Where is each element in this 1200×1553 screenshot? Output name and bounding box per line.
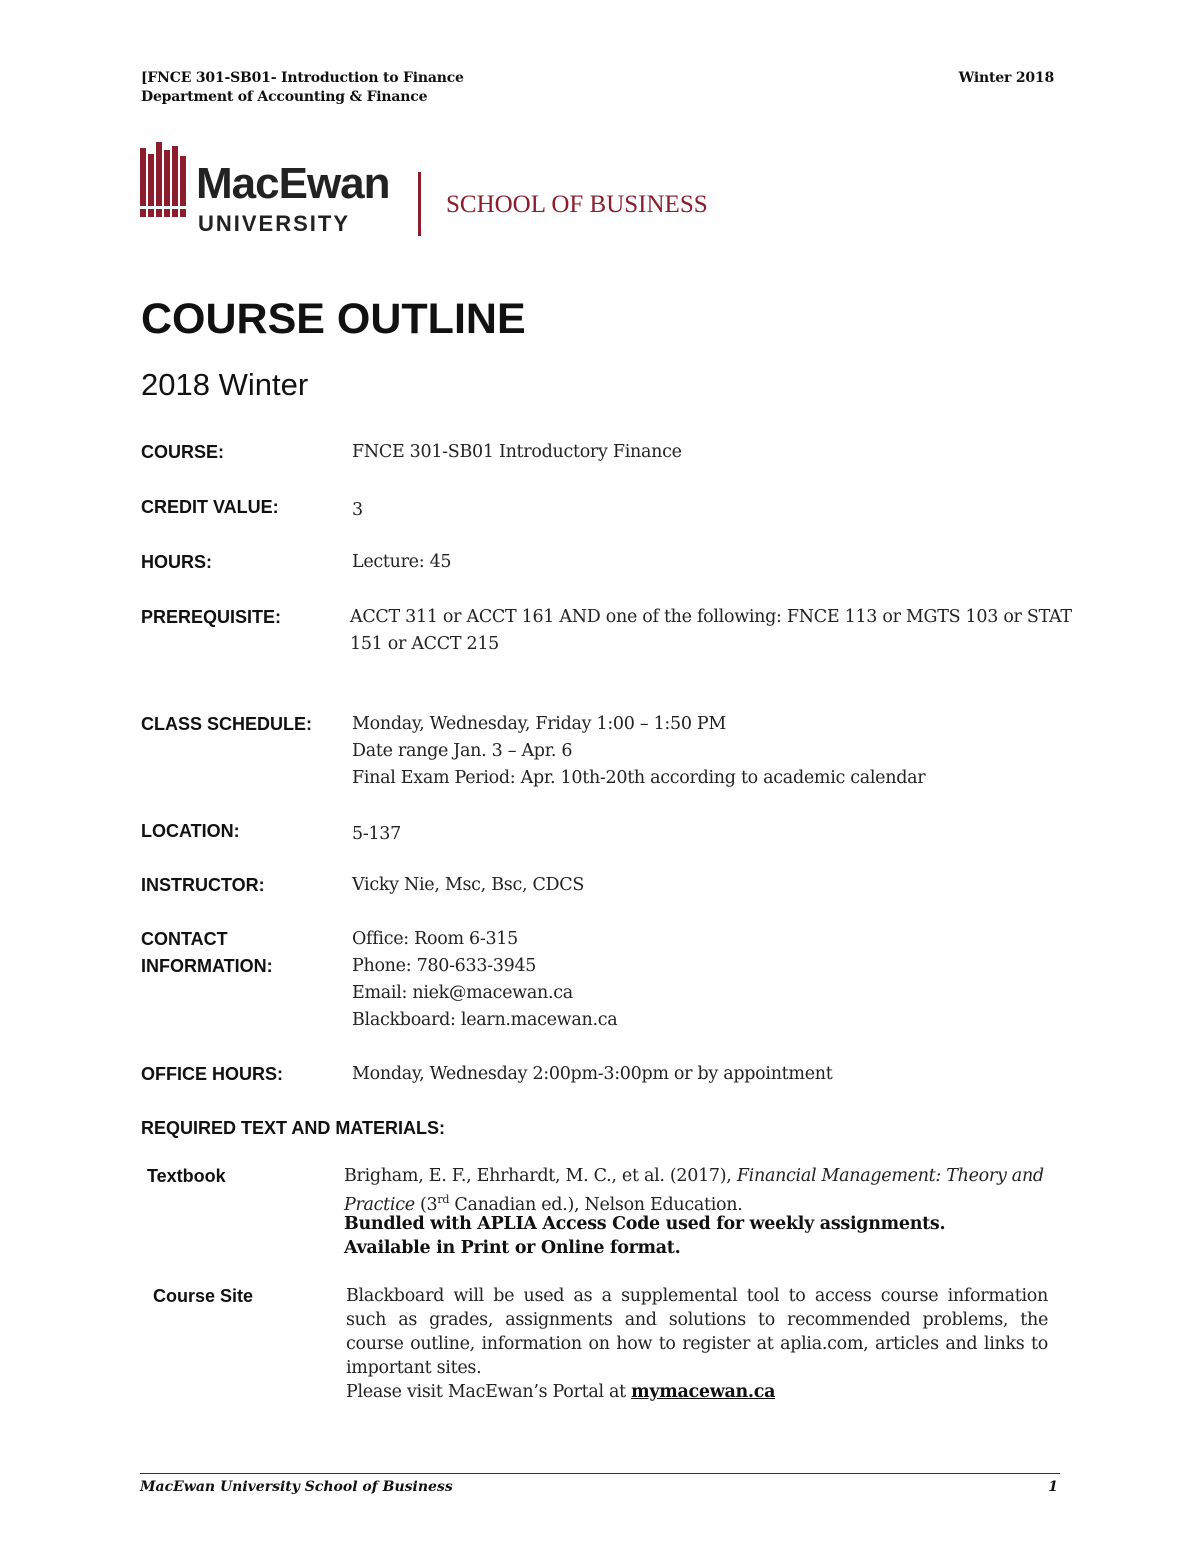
schedule-line-1: Monday, Wednesday, Friday 1:00 – 1:50 PM [352,714,727,734]
office-hours-value: Monday, Wednesday 2:00pm-3:00pm or by appointment [352,1064,833,1084]
textbook-edition-post: Canadian ed.), Nelson Education. [449,1194,743,1215]
prerequisite-label: PREREQUISITE: [141,607,282,627]
credit-value: 3 [352,500,363,520]
logo-divider [418,172,421,236]
term-heading: 2018 Winter [141,367,309,402]
portal-link[interactable]: mymacewan.ca [631,1382,776,1402]
course-site-label: Course Site [153,1286,254,1306]
textbook-authors: Brigham, E. F., Ehrhardt, M. C., et al. (2017), [344,1166,737,1186]
schedule-line-3: Final Exam Period: Apr. 10th-20th according to academic calendar [352,768,926,788]
prerequisite-line-1: ACCT 311 or ACCT 161 AND one of the following: FNCE 113 or MGTS 103 or STAT [350,607,1072,627]
course-label: COURSE: [141,442,225,462]
logo-bars-icon [140,142,188,220]
header-department: Department of Accounting & Finance [141,89,428,105]
hours-value: Lecture: 45 [352,552,452,572]
contact-email[interactable]: Email: niek@macewan.ca [352,983,573,1003]
footer-rule [140,1473,1060,1474]
office-hours-label: OFFICE HOURS: [141,1064,283,1084]
header-term: Winter 2018 [958,70,1054,86]
course-site-visit [346,1380,775,1404]
logo-name: MacEwan [196,159,390,208]
page-title: COURSE OUTLINE [141,295,526,343]
schedule-line-2: Date range Jan. 3 – Apr. 6 [352,741,573,761]
textbook-edition-pre: (3 [414,1194,438,1215]
schedule-label: CLASS SCHEDULE: [141,714,313,734]
textbook-title: Financial Management: Theory and Practice [344,1166,1044,1215]
textbook-citation [344,1164,1049,1217]
location-value: 5-137 [352,824,401,844]
textbook-bundle-line-2: Available in Print or Online format. [344,1238,681,1258]
textbook-edition-sup: rd [437,1193,450,1206]
course-site-visit-text: Please visit MacEwan’s Portal at [346,1382,632,1402]
header-course-line: [FNCE 301-SB01- Introduction to Finance [141,70,464,86]
logo-school: SCHOOL OF BUSINESS [446,191,708,218]
instructor-value: Vicky Nie, Msc, Bsc, CDCS [352,875,585,895]
contact-label-2: INFORMATION: [141,956,273,976]
contact-phone: Phone: 780-633-3945 [352,956,537,976]
contact-office: Office: Room 6-315 [352,929,518,949]
textbook-bundle-line-1: Bundled with APLIA Access Code used for weekly assignments. [344,1214,946,1234]
hours-label: HOURS: [141,552,212,572]
prerequisite-line-2: 151 or ACCT 215 [350,634,499,654]
footer-school: MacEwan University School of Business [140,1479,453,1495]
instructor-label: INSTRUCTOR: [141,875,265,895]
materials-heading: REQUIRED TEXT AND MATERIALS: [141,1118,445,1138]
course-value: FNCE 301-SB01 Introductory Finance [352,442,682,462]
credit-label: CREDIT VALUE: [141,497,279,517]
contact-label-1: CONTACT [141,929,228,949]
location-label: LOCATION: [141,821,240,841]
logo-subtitle: UNIVERSITY [198,211,351,236]
page-number: 1 [1048,1479,1058,1495]
textbook-label: Textbook [147,1166,226,1186]
macewan-logo [140,140,720,240]
contact-blackboard[interactable]: Blackboard: learn.macewan.ca [352,1010,618,1030]
course-site-description: Blackboard will be used as a supplemental tool to access course information such as grades, assignments and solutions to recommended problems, the course outline, information on how to register at aplia.com, articles and links to important sites. [346,1286,1048,1378]
